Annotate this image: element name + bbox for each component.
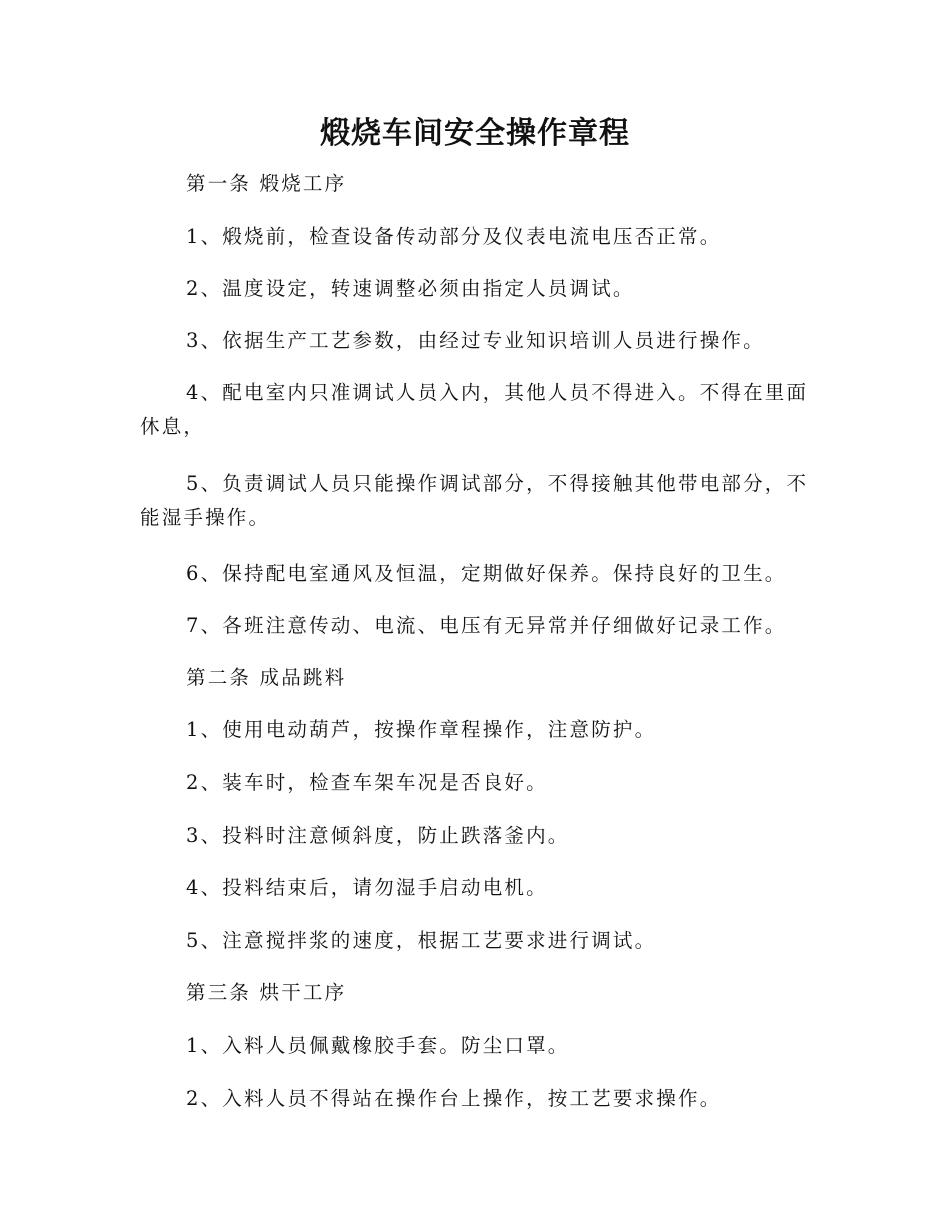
section-heading-3: 第三条 烘干工序 xyxy=(186,981,347,1004)
paragraph-1-3: 3、依据生产工艺参数，由经过专业知识培训人员进行操作。 xyxy=(186,329,765,352)
paragraph-2-2: 2、装车时，检查车架车况是否良好。 xyxy=(186,771,548,794)
page-title: 煅烧车间安全操作章程 xyxy=(320,116,630,151)
section-heading-2: 第二条 成品跳料 xyxy=(186,666,347,689)
paragraph-3-1: 1、入料人员佩戴橡胶手套。防尘口罩。 xyxy=(186,1034,570,1057)
paragraph-1-1: 1、煅烧前，检查设备传动部分及仪表电流电压否正常。 xyxy=(186,225,722,248)
paragraph-1-2: 2、温度设定，转速调整必须由指定人员调试。 xyxy=(186,277,635,300)
paragraph-2-1: 1、使用电动葫芦，按操作章程操作，注意防护。 xyxy=(186,718,657,741)
section-heading-1: 第一条 煅烧工序 xyxy=(186,172,347,195)
paragraph-1-5: 5、负责调试人员只能操作调试部分，不得接触其他带电部分，不能湿手操作。 xyxy=(140,472,809,529)
paragraph-2-5: 5、注意搅拌浆的速度，根据工艺要求进行调试。 xyxy=(186,929,657,952)
paragraph-1-6: 6、保持配电室通风及恒温，定期做好保养。保持良好的卫生。 xyxy=(186,562,787,585)
paragraph-3-2: 2、入料人员不得站在操作台上操作，按工艺要求操作。 xyxy=(186,1087,722,1110)
paragraph-2-3: 3、投料时注意倾斜度，防止跌落釜内。 xyxy=(186,824,570,847)
paragraph-1-7: 7、各班注意传动、电流、电压有无异常并仔细做好记录工作。 xyxy=(186,614,787,637)
paragraph-2-4: 4、投料结束后，请勿湿手启动电机。 xyxy=(186,876,548,899)
paragraph-1-4: 4、配电室内只准调试人员入内，其他人员不得进入。不得在里面休息， xyxy=(140,381,809,438)
